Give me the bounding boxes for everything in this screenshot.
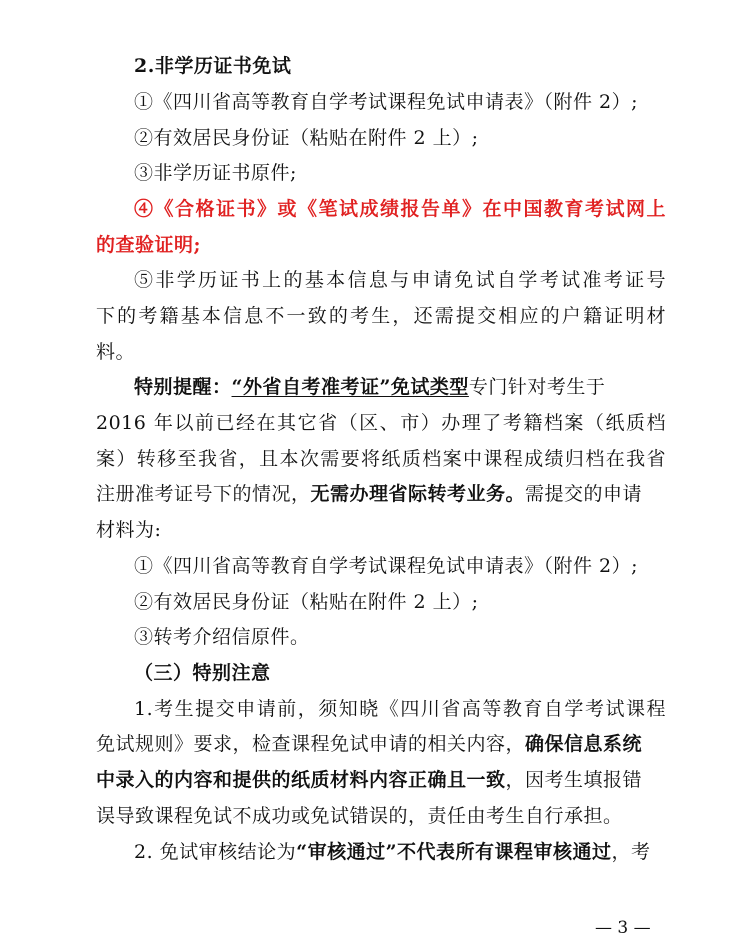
paragraph-line bbox=[96, 732, 666, 756]
list-item-highlight: ④《合格证书》或《笔试成绩报告单》在中国教育考试网上 bbox=[134, 198, 666, 220]
paragraph-line: 1.考生提交申请前，须知晓《四川省高等教育自学考试课程 bbox=[134, 698, 666, 720]
reminder-label: 特别提醒： bbox=[134, 376, 232, 398]
paragraph-text: 2. 免试审核结论为 bbox=[134, 841, 297, 863]
reminder-text: 注册准考证号下的情况， bbox=[96, 483, 311, 505]
page-number: — 3 — bbox=[595, 918, 651, 938]
paragraph-text: ，因考生填报错 bbox=[505, 769, 643, 791]
reminder-text-line: 2016 年以前已经在其它省（区、市）办理了考籍档案（纸质档 bbox=[96, 412, 666, 434]
reminder-text: 需提交的申请 bbox=[525, 483, 643, 505]
list-item-continued: 料。 bbox=[96, 341, 136, 363]
reminder-text-line bbox=[96, 482, 666, 506]
reminder-text: 专门针对考生于 bbox=[468, 376, 606, 398]
list-item: ③非学历证书原件; bbox=[134, 162, 297, 184]
paragraph-line bbox=[96, 768, 666, 792]
reminder-bold-text: 无需办理省际转考业务。 bbox=[310, 483, 526, 505]
paragraph-bold-text: 中录入的内容和提供的纸质材料内容正确且一致 bbox=[96, 769, 506, 791]
paragraph-line: 误导致课程免试不成功或免试错误的，责任由考生自行承担。 bbox=[96, 805, 623, 827]
list-item: ②有效居民身份证（粘贴在附件 2 上）; bbox=[134, 127, 479, 149]
paragraph-bold-text: “审核通过”不代表所有课程审核通过 bbox=[296, 841, 612, 863]
reminder-type-name: “外省自考准考证”免试类型 bbox=[231, 376, 469, 398]
paragraph-line bbox=[134, 840, 666, 864]
paragraph-bold-text: 确保信息系统 bbox=[525, 733, 643, 755]
list-item: ③转考介绍信原件。 bbox=[134, 626, 310, 648]
list-item: ①《四川省高等教育自学考试课程免试申请表》（附件 2）; bbox=[134, 555, 639, 577]
reminder-text-line: 材料为: bbox=[96, 519, 162, 541]
section-2-title: 2.非学历证书免试 bbox=[134, 55, 292, 77]
list-item: ①《四川省高等教育自学考试课程免试申请表》（附件 2）; bbox=[134, 91, 639, 113]
section-3-title: （三）特别注意 bbox=[134, 662, 271, 684]
reminder-first-line bbox=[134, 375, 666, 399]
paragraph-text: ，考 bbox=[611, 841, 651, 863]
list-item: ⑤非学历证书上的基本信息与申请免试自学考试准考证号 bbox=[134, 269, 666, 291]
list-item-continued: 下的考籍基本信息不一致的考生，还需提交相应的户籍证明材 bbox=[96, 305, 666, 327]
list-item: ②有效居民身份证（粘贴在附件 2 上）; bbox=[134, 591, 479, 613]
list-item-highlight-continued: 的查验证明; bbox=[96, 234, 202, 256]
reminder-text-line: 案）转移至我省，且本次需要将纸质档案中课程成绩归档在我省 bbox=[96, 448, 666, 470]
paragraph-text: 免试规则》要求，检查课程免试申请的相关内容， bbox=[96, 733, 526, 755]
